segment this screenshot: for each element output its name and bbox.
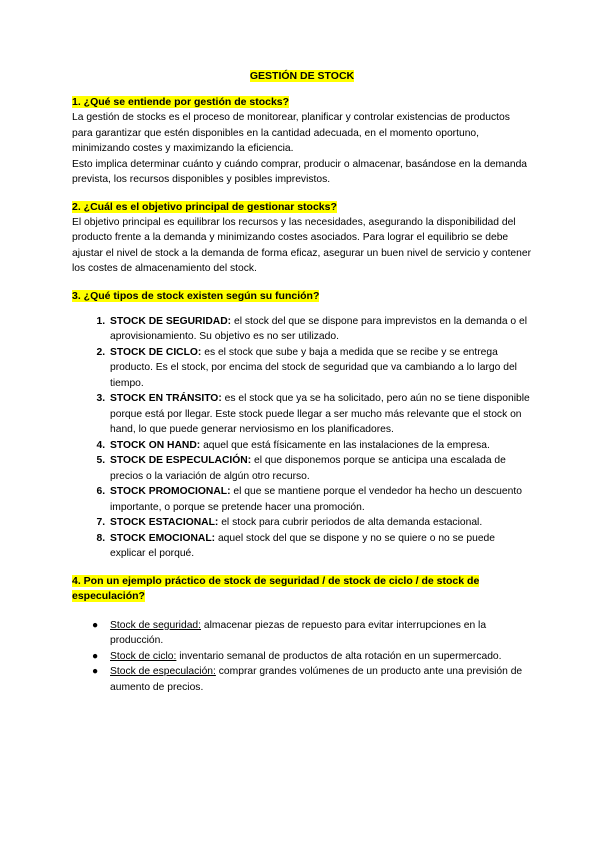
list-item: ● Stock de ciclo: inventario semanal de productos de alta rotación en un supermercado. [108,649,532,665]
bullet-icon: ● [92,650,99,662]
question-1: 1. ¿Qué se entiende por gestión de stocks? [72,96,290,108]
list-item: ● Stock de seguridad: almacenar piezas de repuesto para evitar interrupciones en la producción. [92,619,487,646]
answer-1-paragraph-2: Esto implica determinar cuánto y cuándo comprar, producir o almacenar, basándose en la demanda prevista, los recursos disponibles y posibles imprevistos. [72,158,528,185]
answer-2-paragraph-1: El objetivo principal es equilibrar los recursos y las necesidades, asegurando la disponibilidad del producto frente a la demanda y minimizando costes asociados. Para lograr el equilibrio se debe ajustar el nivel de stock a la demanda de forma eficaz, asegurar un buen nivel de servicio y contener los costes de almacenamiento del stock. [72,216,532,274]
stock-types-list [72,314,532,562]
list-item: 8. STOCK EMOCIONAL: aquel stock del que se dispone y no se quiere o no se puede explicar el porqué. [108,531,532,562]
list-item: ● Stock de especulación: comprar grandes volúmenes de un producto ante una previsión de aumento de precios. [92,666,523,693]
question-2: 2. ¿Cuál es el objetivo principal de gestionar stocks? [72,200,337,213]
answer-1-paragraph-1: La gestión de stocks es el proceso de monitorear, planificar y controlar existencias de productos para garantizar que estén disponibles en la cantidad adecuada, en el momento oportuno, minimizando costes y maximizando la eficiencia. [72,112,510,154]
examples-list [72,618,532,696]
bullet-icon: ● [92,666,99,677]
list-item: 5. STOCK DE ESPECULACIÓN: el que disponemos porque se anticipa una escalada de precios o la variación de algún otro recurso. [108,453,532,484]
list-item: 6. STOCK PROMOCIONAL: el que se mantiene porque el vendedor ha hecho un descuento importante, o porque se pretende hacer una promoción. [108,484,532,515]
list-item: 1. STOCK DE SEGURIDAD: el stock del que se dispone para imprevistos en la demanda o el aprovisionamiento. Su objetivo es no ser utilizado. [108,314,532,345]
list-item: 7. STOCK ESTACIONAL: el stock para cubrir periodos de alta demanda estacional. [108,515,532,531]
question-4: 4. Pon un ejemplo práctico de stock de seguridad / de stock de ciclo / de stock de especulación? [72,574,480,602]
list-item: 2. STOCK DE CICLO: es el stock que sube y baja a medida que se recibe y se entrega producto. Es el stock, por encima del stock de seguridad que va cambiando a lo largo del tiempo. [108,345,532,392]
bullet-icon: ● [92,619,99,631]
question-3: 3. ¿Qué tipos de stock existen según su función? [72,289,320,302]
list-item: 3. STOCK EN TRÁNSITO: es el stock que ya se ha solicitado, pero aún no se tiene disponible porque está por llegar. Este stock puede llegar a ser mucho más relevante que el stock on hand, lo que puede generar nerviosismo en los planificadores. [108,391,532,438]
page-title: GESTIÓN DE STOCK [249,70,355,82]
list-item: 4. STOCK ON HAND: aquel que está físicamente en las instalaciones de la empresa. [108,438,532,454]
